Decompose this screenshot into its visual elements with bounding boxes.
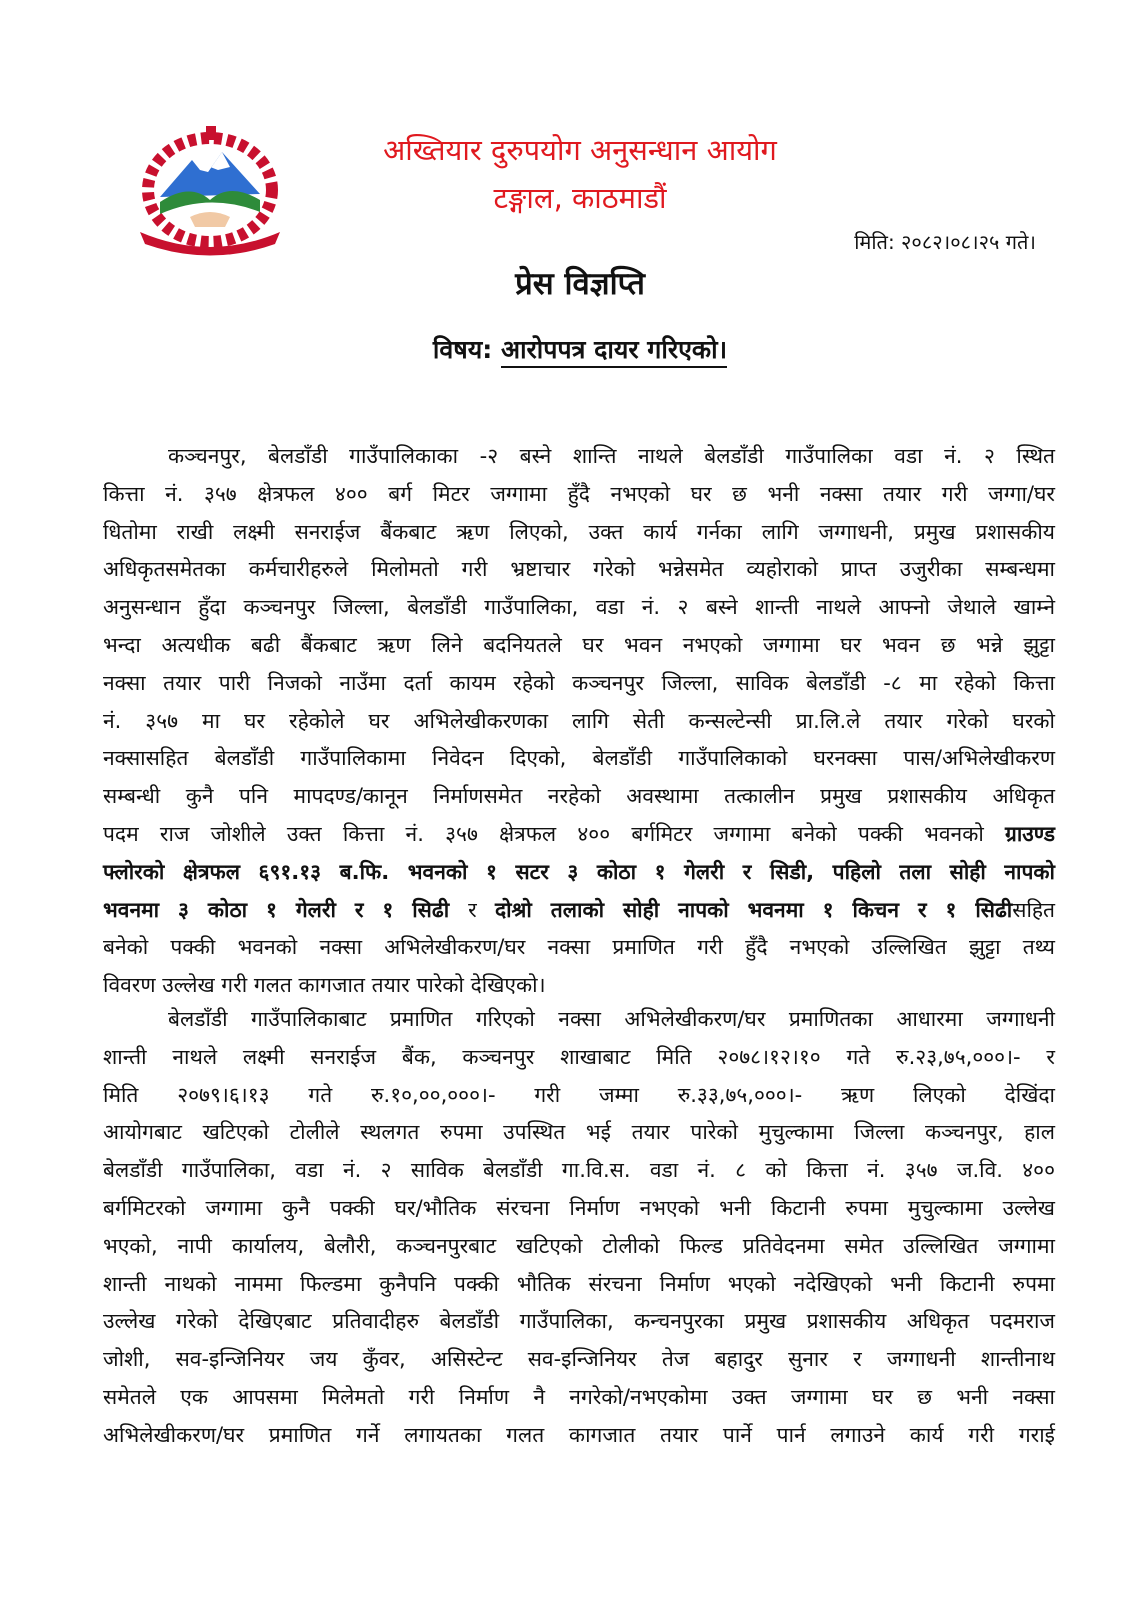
bold-text-segment: दोश्रो तलाको सोही नापको भवनमा १ किचन र १ सिढी — [494, 897, 1013, 922]
text-segment: धितोमा राखी लक्ष्मी सनराईज बैंकबाट ऋण लिएको, उक्त कार्य गर्नका लागि जग्गाधनी, प्रमुख प्रशासकीय — [103, 519, 1055, 544]
paragraph-1-line — [103, 592, 1055, 622]
text-segment: बेलडाँडी गाउँपालिकाबाट प्रमाणित गरिएको नक्सा अभिलेखीकरण/घर प्रमाणितका आधारमा जग्गाधनी — [168, 1007, 1055, 1031]
paragraph-2-line — [103, 1193, 1055, 1223]
paragraph-1-line — [103, 706, 1055, 736]
paragraph-2-line — [103, 1042, 1055, 1072]
subject-text: आरोपपत्र दायर गरिएको। — [501, 335, 727, 368]
text-segment: अभिलेखीकरण/घर प्रमाणित गर्ने लगायतका गलत कागजात तयार पार्ने पार्न लगाउने कार्य गरी गराई — [103, 1422, 1055, 1447]
text-segment: भएको, नापी कार्यालय, बेलौरी, कञ्चनपुरबाट खटिएको टोलीको फिल्ड प्रतिवेदनमा समेत उल्लिखित जग्गामा — [103, 1233, 1055, 1258]
text-segment: शान्ती नाथले लक्ष्मी सनराईज बैंक, कञ्चनपुर शाखाबाट मिति २०७८।१२।१० गते रु.२३,७५,०००।- र — [103, 1044, 1055, 1069]
press-release-date: मिति: २०८२।०८।२५ गते। — [854, 230, 1036, 254]
paragraph-2-line — [103, 1155, 1055, 1185]
text-segment: कित्ता नं. ३५७ क्षेत्रफल ४०० बर्ग मिटर जग्गामा हुँदै नभएको घर छ भनी नक्सा तयार गरी जग्गा/घर — [103, 481, 1055, 506]
text-segment: बनेको पक्की भवनको नक्सा अभिलेखीकरण/घर नक्सा प्रमाणित गरी हुँदै नभएको उल्लिखित झुट्टा तथ्य — [103, 935, 1055, 960]
text-segment: सम्बन्धी कुनै पनि मापदण्ड/कानून निर्माणसमेत नरहेको अवस्थामा तत्कालीन प्रमुख प्रशासकीय अधिकृत — [103, 784, 1055, 809]
text-segment: उल्लेख गरेको देखिएबाट प्रतिवादीहरु बेलडाँडी गाउँपालिका, कन्चनपुरका प्रमुख प्रशासकीय अधिकृत पदमराज — [103, 1309, 1055, 1334]
text-segment: बर्गमिटरको जग्गामा कुनै पक्की घर/भौतिक संरचना निर्माण नभएको भनी किटानी रुपमा मुचुल्कामा उल्लेख — [103, 1196, 1055, 1220]
paragraph-1-line — [103, 819, 1055, 849]
paragraph-2-line — [103, 1080, 1055, 1110]
paragraph-1-line — [103, 630, 1055, 660]
bold-text-segment: फ्लोरको क्षेत्रफल ६९१.१३ ब.फि. भवनको १ सटर ३ कोठा १ गेलरी र सिडी, पहिलो तला सोही नापको — [103, 859, 1055, 884]
paragraph-1-line — [103, 554, 1055, 584]
paragraph-2-line — [168, 1004, 1055, 1034]
text-segment: शान्ती नाथको नाममा फिल्डमा कुनैपनि पक्की भौतिक संरचना निर्माण भएको नदेखिएको भनी किटानी रुपमा — [103, 1271, 1055, 1296]
text-segment: पदम राज जोशीले उक्त कित्ता नं. ३५७ क्षेत्रफल ४०० बर्गमिटर जग्गामा बनेको पक्की भवनको — [103, 822, 1005, 846]
nepal-emblem-logo — [130, 122, 290, 257]
paragraph-1-line — [103, 970, 1055, 1000]
paragraph-2-line — [103, 1382, 1055, 1412]
paragraph-1-line — [168, 441, 1055, 471]
text-segment: आयोगबाट खटिएको टोलीले स्थलगत रुपमा उपस्थित भई तयार पारेको मुचुल्कामा जिल्ला कञ्चनपुर, हाल — [103, 1120, 1055, 1145]
text-segment: विवरण उल्लेख गरी गलत कागजात तयार पारेको देखिएको। — [103, 973, 546, 998]
page-title: प्रेस विज्ञप्ति — [515, 266, 645, 302]
paragraph-2-line — [103, 1117, 1055, 1147]
organization-name: अख्तियार दुरुपयोग अनुसन्धान आयोग — [383, 133, 777, 167]
text-segment: र — [468, 897, 495, 922]
paragraph-1-line — [103, 517, 1055, 547]
text-segment: समेतले एक आपसमा मिलेमतो गरी निर्माण नै नगरेको/नभएकोमा उक्त जग्गामा घर छ भनी नक्सा — [103, 1385, 1055, 1409]
bold-text-segment: भवनमा ३ कोठा १ गेलरी र १ सिढी — [103, 897, 469, 922]
text-segment: बेलडाँडी गाउँपालिका, वडा नं. २ साविक बेलडाँडी गा.वि.स. वडा नं. ८ को कित्ता नं. ३५७ ज.वि. ४०० — [103, 1158, 1055, 1183]
paragraph-1-line — [103, 479, 1055, 509]
paragraph-1-line — [103, 857, 1055, 887]
bold-text-segment: ग्राउण्ड — [1004, 822, 1055, 846]
text-segment: नक्सा तयार पारी निजको नाउँमा दर्ता कायम रहेको कञ्चनपुर जिल्ला, साविक बेलडाँडी -८ मा रहेको कित्ता — [103, 670, 1055, 695]
paragraph-2-line — [103, 1420, 1055, 1450]
paragraph-1-line — [103, 668, 1055, 698]
paragraph-2-line — [103, 1344, 1055, 1374]
paragraph-1-line — [103, 781, 1055, 811]
subject-label: विषय: — [432, 335, 493, 364]
paragraph-1-line — [103, 895, 1055, 925]
paragraph-2-line — [103, 1269, 1055, 1299]
paragraph-1-line — [103, 743, 1055, 773]
text-segment: अनुसन्धान हुँदा कञ्चनपुर जिल्ला, बेलडाँडी गाउँपालिका, वडा नं. २ बस्ने शान्ती नाथले आफ्नो जेथाले खाम्ने — [103, 595, 1055, 620]
text-segment: भन्दा अत्यधीक बढी बैंकबाट ऋण लिने बदनियतले घर भवन नभएको जग्गामा घर भवन छ भन्ने झुट्टा — [103, 633, 1055, 657]
paragraph-1-line — [103, 932, 1055, 962]
text-segment: सहित — [1012, 897, 1056, 922]
paragraph-2-line — [103, 1231, 1055, 1261]
text-segment: मिति २०७९।६।१३ गते रु.१०,००,०००।- गरी जम्मा रु.३३,७५,०००।- ऋण लिएको देखिंदा — [103, 1082, 1055, 1107]
text-segment: नक्सासहित बेलडाँडी गाउँपालिकामा निवेदन दिएको, बेलडाँडी गाउँपालिकाको घरनक्सा पास/अभिलेखीकरण — [103, 746, 1055, 771]
text-segment: अधिकृतसमेतका कर्मचारीहरुले मिलोमतो गरी भ्रष्टाचार गरेको भन्नेसमेत व्यहोराको प्राप्त उजुरीका सम्बन्धमा — [103, 557, 1055, 582]
text-segment: जोशी, सव-इन्जिनियर जय कुँवर, असिस्टेन्ट सव-इन्जिनियर तेज बहादुर सुनार र जग्गाधनी शान्तीनाथ — [103, 1347, 1055, 1372]
subject-line — [300, 332, 860, 366]
paragraph-2-line — [103, 1306, 1055, 1336]
text-segment: कञ्चनपुर, बेलडाँडी गाउँपालिकाका -२ बस्ने शान्ति नाथले बेलडाँडी गाउँपालिका वडा नं. २ स्थित — [168, 444, 1055, 468]
organization-location: टङ्गाल, काठमाडौं — [493, 181, 667, 215]
text-segment: नं. ३५७ मा घर रहेकोले घर अभिलेखीकरणका लागि सेती कन्सल्टेन्सी प्रा.लि.ले तयार गरेको घरको — [103, 708, 1055, 733]
